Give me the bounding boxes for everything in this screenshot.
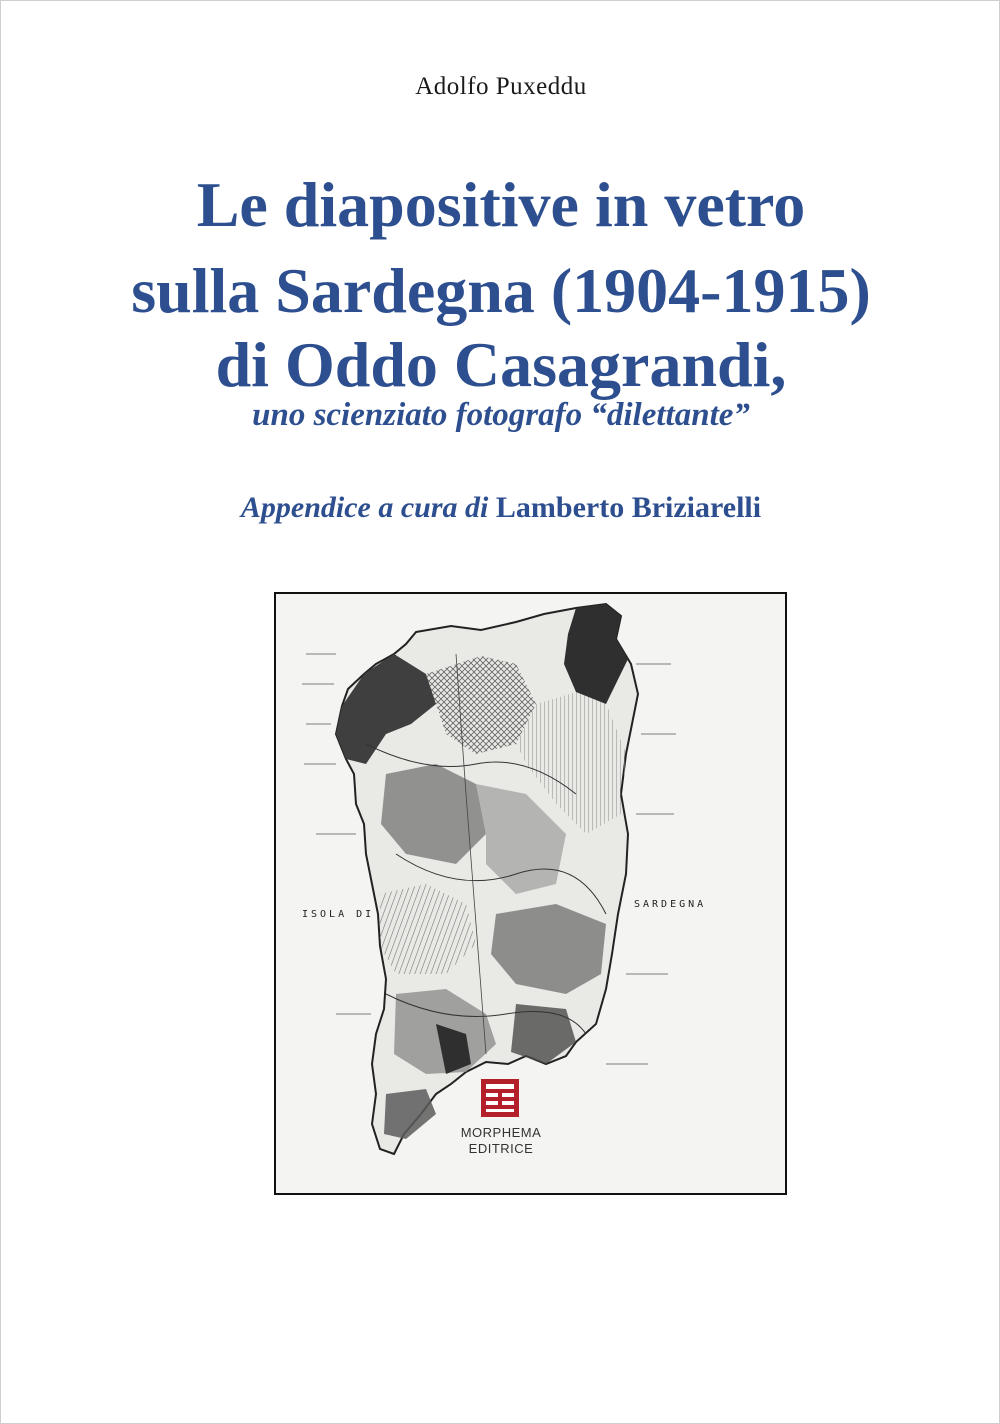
map-caption-left: ISOLA DI — [302, 909, 375, 920]
publisher-name-line-1: MORPHEMA — [460, 1125, 542, 1140]
publisher-name-line-2: EDITRICE — [468, 1141, 534, 1156]
appendix-credit — [1, 491, 1000, 525]
appendix-editor: Lamberto Briziarelli — [495, 491, 762, 524]
author-name: Adolfo Puxeddu — [415, 73, 587, 100]
subtitle: uno scienziato fotografo “dilettante” — [252, 397, 750, 433]
title-line-2: sulla Sardegna (1904-1915) — [131, 255, 871, 326]
appendix-prefix: Appendice a cura di — [240, 491, 489, 524]
map-illustration — [276, 594, 785, 1193]
publisher-logo-icon — [479, 1077, 521, 1119]
sardinia-map-image — [274, 592, 787, 1195]
title-line-3: di Oddo Casagrandi, — [215, 329, 787, 400]
map-caption-right: SARDEGNA — [634, 899, 707, 910]
title-line-1: Le diapositive in vetro — [196, 169, 806, 240]
